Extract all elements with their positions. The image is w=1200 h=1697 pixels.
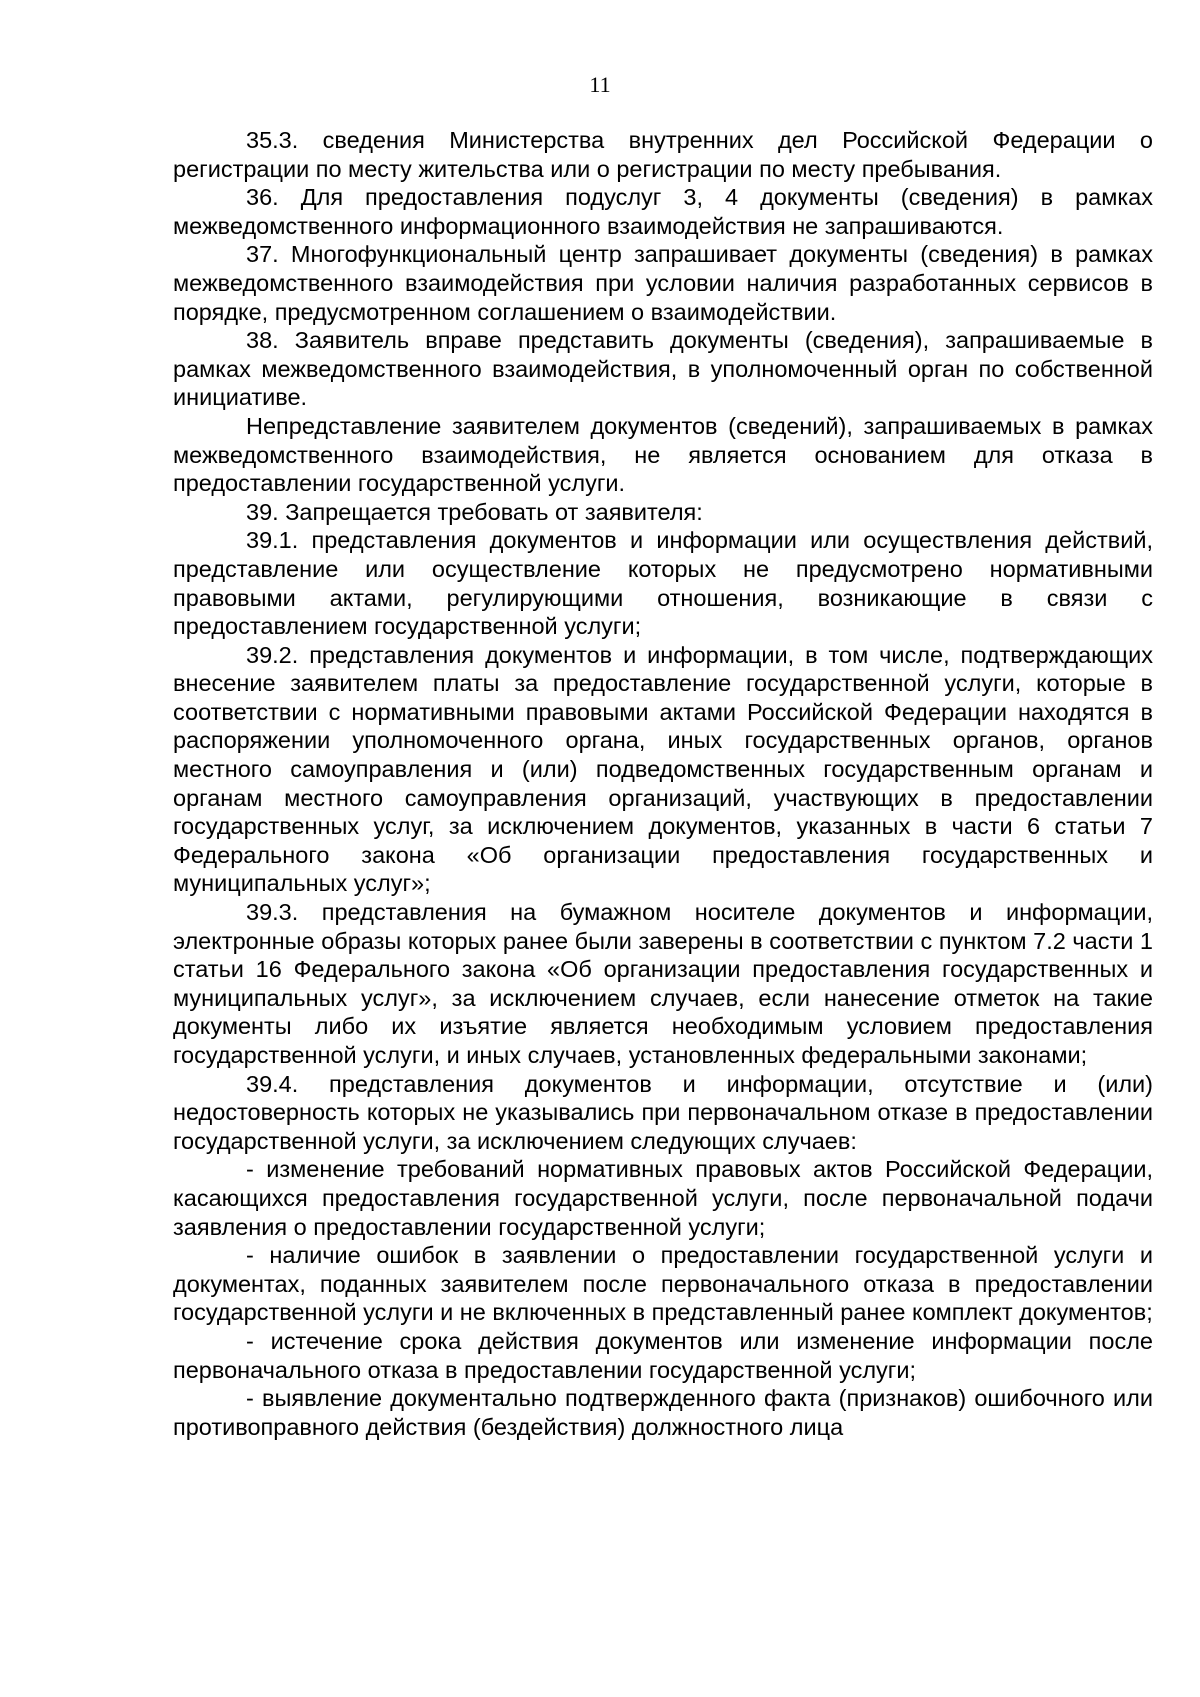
document-body — [173, 126, 1153, 1441]
paragraph-38: 38. Заявитель вправе представить документы (сведения), запрашиваемые в рамках межведомственного взаимодействия, в уполномоченный орган по собственной инициативе. — [173, 327, 1153, 411]
list-item-misconduct-detection: - выявление документально подтвержденного факта (признаков) ошибочного или противоправного действия (бездействия) должностного лица — [173, 1385, 1153, 1440]
paragraph-39-1: 39.1. представления документов и информации или осуществления действий, представление или осуществление которых не предусмотрено нормативными правовыми актами, регулирующими отношения, возникающие в связи с предоставлением государственной услуги; — [173, 527, 1153, 640]
list-item-documents-expiry: - истечение срока действия документов или изменение информации после первоначального отказа в предоставлении государственной услуги; — [173, 1327, 1153, 1383]
paragraph-38-note: Непредставление заявителем документов (сведений), запрашиваемых в рамках межведомственного взаимодействия, не является основанием для отказа в предоставлении государственной услуги. — [173, 412, 1153, 497]
paragraph-35-3: 35.3. сведения Министерства внутренних дел Российской Федерации о регистрации по месту жительства или о регистрации по месту пребывания. — [173, 127, 1153, 182]
list-item-application-errors: - наличие ошибок в заявлении о предоставлении государственной услуги и документах, поданных заявителем после первоначального отказа в предоставлении государственной услуги и не включенных в представленный ранее комплект документов; — [173, 1242, 1153, 1326]
list-item-requirements-change: - изменение требований нормативных правовых актов Российской Федерации, касающихся предоставления государственной услуги, после первоначальной подачи заявления о предоставлении государственной услуги; — [173, 1156, 1153, 1240]
paragraph-39-2: 39.2. представления документов и информации, в том числе, подтверждающих внесение заявителем платы за предоставление государственной услуги, которые в соответствии с нормативными правовыми актами Российской Федерации находятся в распоряжении уполномоченного органа, иных государственных органов, органов местного самоуправления и (или) подведомственных государственным органам и органам местного самоуправления организаций, участвующих в предоставлении государственных услуг, за исключением документов, указанных в части 6 статьи 7 Федерального закона «Об организации предоставления государственных и муниципальных услуг»; — [173, 641, 1153, 897]
page-number: 11 — [589, 72, 611, 97]
paragraph-39: 39. Запрещается требовать от заявителя: — [246, 498, 703, 525]
paragraph-39-4: 39.4. представления документов и информации, отсутствие и (или) недостоверность которых не указывались при первоначальном отказе в предоставлении государственной услуги, за исключением следующих случаев: — [173, 1070, 1153, 1154]
paragraph-39-3: 39.3. представления на бумажном носителе документов и информации, электронные образы которых ранее были заверены в соответствии с пунктом 7.2 части 1 статьи 16 Федерального закона «Об организации предоставления государственных и муниципальных услуг», за исключением случаев, если нанесение отметок на такие документы либо их изъятие является необходимым условием предоставления государственной услуги, и иных случаев, установленных федеральными законами; — [173, 899, 1153, 1068]
paragraph-36: 36. Для предоставления подуслуг 3, 4 документы (сведения) в рамках межведомственного информационного взаимодействия не запрашиваются. — [173, 184, 1153, 239]
paragraph-37: 37. Многофункциональный центр запрашивает документы (сведения) в рамках межведомственного взаимодействия при условии наличия разработанных сервисов в порядке, предусмотренном соглашением о взаимодействии. — [173, 241, 1153, 325]
